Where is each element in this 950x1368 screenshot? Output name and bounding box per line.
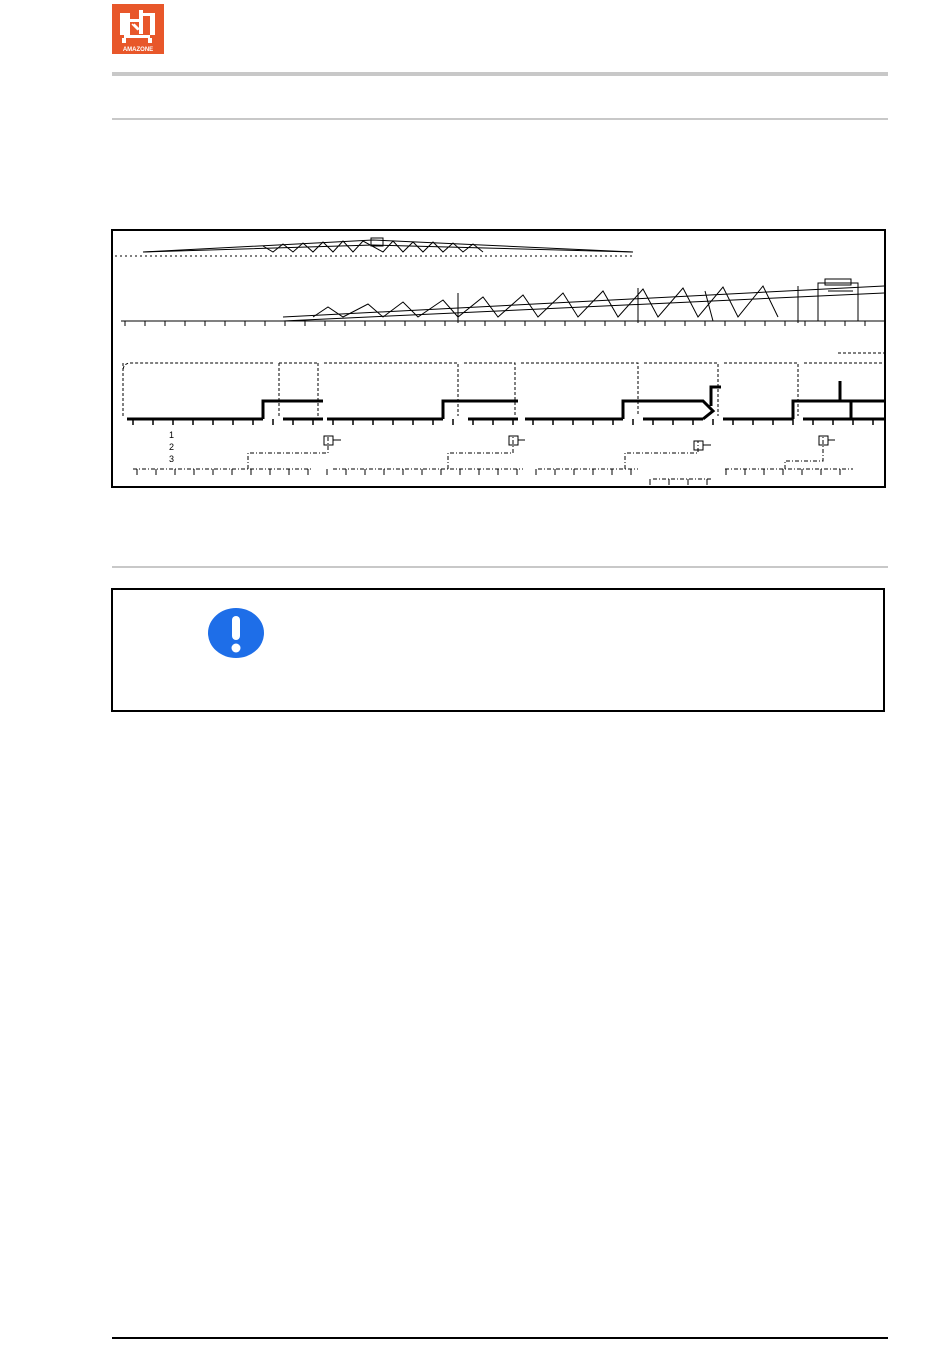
footer-rule: [112, 1337, 888, 1339]
logo-wordmark: AMAZONE: [122, 47, 154, 53]
section-rule-middle: [112, 566, 888, 568]
notice-box: [111, 588, 885, 712]
header-rule: [112, 72, 888, 76]
exclamation-icon: [207, 607, 265, 659]
spray-boom-drawing: [113, 231, 884, 486]
tractor-logo-icon: [112, 4, 164, 54]
callout-2: 2: [169, 442, 175, 452]
callout-3: 3: [169, 454, 175, 464]
callout-1: 1: [169, 430, 175, 440]
boom-diagram-figure: [111, 229, 886, 488]
amazone-logo: [112, 4, 164, 54]
section-rule-top: [112, 118, 888, 120]
